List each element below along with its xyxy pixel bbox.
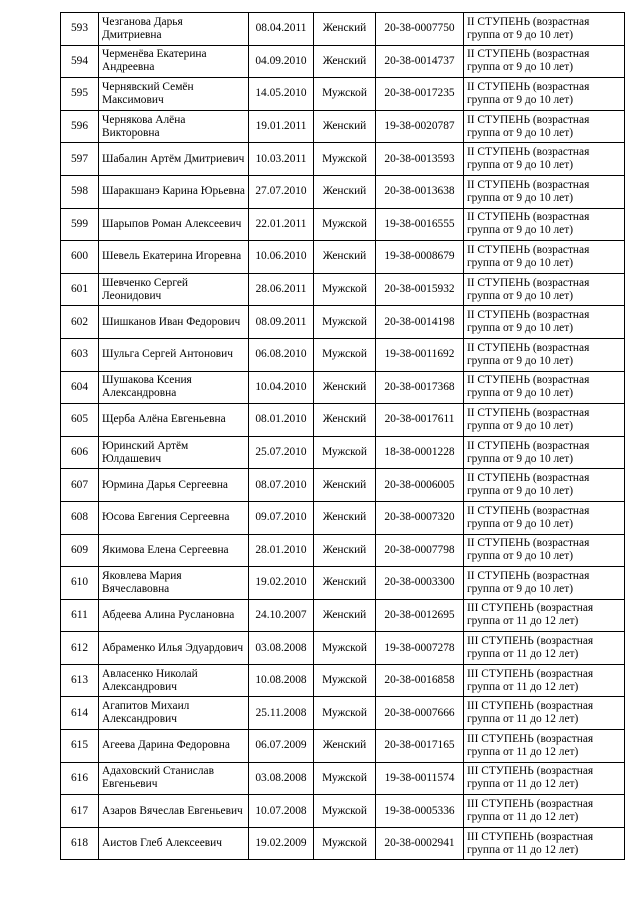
participant-id-cell: 20-38-0006005 [376,469,464,502]
stage-group-cell: II СТУПЕНЬ (возрастная группа от 9 до 10 лет) [464,306,625,339]
gender-cell: Женский [314,534,376,567]
gender-cell: Мужской [314,762,376,795]
table-row [61,13,625,46]
participant-id-cell: 20-38-0017368 [376,371,464,404]
full-name-cell: Чезганова Дарья Дмитриевна [99,13,249,46]
participant-id-cell: 20-38-0016858 [376,664,464,697]
table-row [61,273,625,306]
stage-group-cell: III СТУПЕНЬ (возрастная группа от 11 до 12 лет) [464,730,625,763]
full-name-cell: Яковлева Мария Вячеславовна [99,567,249,600]
stage-group-cell: II СТУПЕНЬ (возрастная группа от 9 до 10 лет) [464,241,625,274]
gender-cell: Женский [314,371,376,404]
row-number-cell: 598 [61,175,99,208]
gender-cell: Мужской [314,338,376,371]
row-number-cell: 610 [61,567,99,600]
row-number-cell: 596 [61,110,99,143]
birth-date-cell: 08.09.2011 [249,306,314,339]
participants-table-body [61,13,625,860]
row-number-cell: 600 [61,241,99,274]
birth-date-cell: 08.04.2011 [249,13,314,46]
full-name-cell: Шабалин Артём Дмитриевич [99,143,249,176]
stage-group-cell: II СТУПЕНЬ (возрастная группа от 9 до 10 лет) [464,501,625,534]
full-name-cell: Юсова Евгения Сергеевна [99,501,249,534]
stage-group-cell: II СТУПЕНЬ (возрастная группа от 9 до 10 лет) [464,371,625,404]
full-name-cell: Адаховский Станислав Евгеньевич [99,762,249,795]
row-number-cell: 614 [61,697,99,730]
row-number-cell: 595 [61,78,99,111]
table-row [61,175,625,208]
participant-id-cell: 20-38-0007320 [376,501,464,534]
row-number-cell: 594 [61,45,99,78]
participant-id-cell: 20-38-0017165 [376,730,464,763]
full-name-cell: Агеева Дарина Федоровна [99,730,249,763]
table-row [61,306,625,339]
row-number-cell: 611 [61,599,99,632]
full-name-cell: Шаракшанэ Карина Юрьевна [99,175,249,208]
full-name-cell: Шульга Сергей Антонович [99,338,249,371]
gender-cell: Мужской [314,78,376,111]
participant-id-cell: 20-38-0017611 [376,404,464,437]
birth-date-cell: 03.08.2008 [249,632,314,665]
row-number-cell: 601 [61,273,99,306]
full-name-cell: Абдеева Алина Руслановна [99,599,249,632]
participant-id-cell: 19-38-0011692 [376,338,464,371]
gender-cell: Женский [314,501,376,534]
table-row [61,795,625,828]
participant-id-cell: 19-38-0020787 [376,110,464,143]
stage-group-cell: II СТУПЕНЬ (возрастная группа от 9 до 10 лет) [464,567,625,600]
birth-date-cell: 04.09.2010 [249,45,314,78]
gender-cell: Мужской [314,436,376,469]
table-row [61,762,625,795]
full-name-cell: Черменёва Екатерина Андреевна [99,45,249,78]
birth-date-cell: 19.01.2011 [249,110,314,143]
stage-group-cell: II СТУПЕНЬ (возрастная группа от 9 до 10 лет) [464,110,625,143]
table-row [61,697,625,730]
participant-id-cell: 20-38-0002941 [376,827,464,860]
full-name-cell: Юрмина Дарья Сергеевна [99,469,249,502]
stage-group-cell: II СТУПЕНЬ (возрастная группа от 9 до 10 лет) [464,534,625,567]
row-number-cell: 593 [61,13,99,46]
row-number-cell: 605 [61,404,99,437]
birth-date-cell: 24.10.2007 [249,599,314,632]
stage-group-cell: II СТУПЕНЬ (возрастная группа от 9 до 10 лет) [464,78,625,111]
gender-cell: Женский [314,175,376,208]
full-name-cell: Шушакова Ксения Александровна [99,371,249,404]
participant-id-cell: 20-38-0007750 [376,13,464,46]
birth-date-cell: 10.03.2011 [249,143,314,176]
row-number-cell: 597 [61,143,99,176]
participant-id-cell: 20-38-0014737 [376,45,464,78]
gender-cell: Женский [314,599,376,632]
table-row [61,632,625,665]
row-number-cell: 608 [61,501,99,534]
participant-id-cell: 20-38-0017235 [376,78,464,111]
stage-group-cell: II СТУПЕНЬ (возрастная группа от 9 до 10 лет) [464,45,625,78]
row-number-cell: 618 [61,827,99,860]
birth-date-cell: 14.05.2010 [249,78,314,111]
stage-group-cell: III СТУПЕНЬ (возрастная группа от 11 до 12 лет) [464,795,625,828]
stage-group-cell: II СТУПЕНЬ (возрастная группа от 9 до 10 лет) [464,404,625,437]
stage-group-cell: III СТУПЕНЬ (возрастная группа от 11 до 12 лет) [464,697,625,730]
participant-id-cell: 20-38-0007798 [376,534,464,567]
participant-id-cell: 19-38-0008679 [376,241,464,274]
table-row [61,338,625,371]
participant-id-cell: 20-38-0012695 [376,599,464,632]
gender-cell: Женский [314,567,376,600]
table-row [61,371,625,404]
birth-date-cell: 09.07.2010 [249,501,314,534]
table-row [61,436,625,469]
table-row [61,534,625,567]
participant-id-cell: 19-38-0016555 [376,208,464,241]
stage-group-cell: II СТУПЕНЬ (возрастная группа от 9 до 10 лет) [464,13,625,46]
full-name-cell: Щерба Алёна Евгеньевна [99,404,249,437]
table-row [61,827,625,860]
full-name-cell: Шевель Екатерина Игоревна [99,241,249,274]
birth-date-cell: 25.07.2010 [249,436,314,469]
gender-cell: Мужской [314,273,376,306]
participant-id-cell: 20-38-0014198 [376,306,464,339]
gender-cell: Мужской [314,306,376,339]
gender-cell: Мужской [314,664,376,697]
table-row [61,208,625,241]
stage-group-cell: II СТУПЕНЬ (возрастная группа от 9 до 10 лет) [464,436,625,469]
row-number-cell: 602 [61,306,99,339]
stage-group-cell: III СТУПЕНЬ (возрастная группа от 11 до 12 лет) [464,599,625,632]
full-name-cell: Юринский Артём Юлдашевич [99,436,249,469]
participant-id-cell: 19-38-0007278 [376,632,464,665]
birth-date-cell: 28.06.2011 [249,273,314,306]
full-name-cell: Агапитов Михаил Александрович [99,697,249,730]
participants-table [60,12,625,860]
row-number-cell: 599 [61,208,99,241]
birth-date-cell: 06.08.2010 [249,338,314,371]
full-name-cell: Шевченко Сергей Леонидович [99,273,249,306]
table-row [61,730,625,763]
row-number-cell: 616 [61,762,99,795]
stage-group-cell: II СТУПЕНЬ (возрастная группа от 9 до 10 лет) [464,208,625,241]
row-number-cell: 613 [61,664,99,697]
participant-id-cell: 20-38-0003300 [376,567,464,600]
table-row [61,664,625,697]
birth-date-cell: 03.08.2008 [249,762,314,795]
birth-date-cell: 22.01.2011 [249,208,314,241]
birth-date-cell: 06.07.2009 [249,730,314,763]
full-name-cell: Якимова Елена Сергеевна [99,534,249,567]
full-name-cell: Авласенко Николай Александрович [99,664,249,697]
birth-date-cell: 10.04.2010 [249,371,314,404]
birth-date-cell: 19.02.2009 [249,827,314,860]
stage-group-cell: II СТУПЕНЬ (возрастная группа от 9 до 10 лет) [464,143,625,176]
full-name-cell: Чернякова Алёна Викторовна [99,110,249,143]
gender-cell: Женский [314,110,376,143]
participant-id-cell: 20-38-0015932 [376,273,464,306]
gender-cell: Мужской [314,208,376,241]
birth-date-cell: 25.11.2008 [249,697,314,730]
row-number-cell: 612 [61,632,99,665]
participant-id-cell: 20-38-0013593 [376,143,464,176]
participant-id-cell: 20-38-0013638 [376,175,464,208]
table-row [61,241,625,274]
birth-date-cell: 10.07.2008 [249,795,314,828]
stage-group-cell: II СТУПЕНЬ (возрастная группа от 9 до 10 лет) [464,469,625,502]
stage-group-cell: II СТУПЕНЬ (возрастная группа от 9 до 10 лет) [464,338,625,371]
table-row [61,469,625,502]
gender-cell: Женский [314,13,376,46]
stage-group-cell: III СТУПЕНЬ (возрастная группа от 11 до 12 лет) [464,762,625,795]
participant-id-cell: 20-38-0007666 [376,697,464,730]
gender-cell: Женский [314,45,376,78]
row-number-cell: 615 [61,730,99,763]
table-row [61,110,625,143]
full-name-cell: Аистов Глеб Алексеевич [99,827,249,860]
full-name-cell: Абраменко Илья Эдуардович [99,632,249,665]
gender-cell: Женский [314,404,376,437]
table-row [61,501,625,534]
table-row [61,143,625,176]
stage-group-cell: III СТУПЕНЬ (возрастная группа от 11 до 12 лет) [464,632,625,665]
birth-date-cell: 10.08.2008 [249,664,314,697]
full-name-cell: Чернявский Семён Максимович [99,78,249,111]
full-name-cell: Шишканов Иван Федорович [99,306,249,339]
row-number-cell: 604 [61,371,99,404]
row-number-cell: 617 [61,795,99,828]
row-number-cell: 603 [61,338,99,371]
full-name-cell: Азаров Вячеслав Евгеньевич [99,795,249,828]
participant-id-cell: 19-38-0005336 [376,795,464,828]
table-row [61,567,625,600]
gender-cell: Мужской [314,795,376,828]
birth-date-cell: 08.01.2010 [249,404,314,437]
row-number-cell: 609 [61,534,99,567]
gender-cell: Мужской [314,632,376,665]
birth-date-cell: 19.02.2010 [249,567,314,600]
participant-id-cell: 19-38-0011574 [376,762,464,795]
birth-date-cell: 27.07.2010 [249,175,314,208]
gender-cell: Мужской [314,827,376,860]
stage-group-cell: III СТУПЕНЬ (возрастная группа от 11 до 12 лет) [464,827,625,860]
table-row [61,599,625,632]
row-number-cell: 606 [61,436,99,469]
stage-group-cell: II СТУПЕНЬ (возрастная группа от 9 до 10 лет) [464,175,625,208]
row-number-cell: 607 [61,469,99,502]
gender-cell: Мужской [314,697,376,730]
birth-date-cell: 28.01.2010 [249,534,314,567]
table-row [61,45,625,78]
stage-group-cell: II СТУПЕНЬ (возрастная группа от 9 до 10 лет) [464,273,625,306]
participant-id-cell: 18-38-0001228 [376,436,464,469]
birth-date-cell: 10.06.2010 [249,241,314,274]
gender-cell: Женский [314,469,376,502]
table-row [61,404,625,437]
birth-date-cell: 08.07.2010 [249,469,314,502]
gender-cell: Женский [314,241,376,274]
gender-cell: Женский [314,730,376,763]
table-row [61,78,625,111]
gender-cell: Мужской [314,143,376,176]
stage-group-cell: III СТУПЕНЬ (возрастная группа от 11 до 12 лет) [464,664,625,697]
full-name-cell: Шарыпов Роман Алексеевич [99,208,249,241]
